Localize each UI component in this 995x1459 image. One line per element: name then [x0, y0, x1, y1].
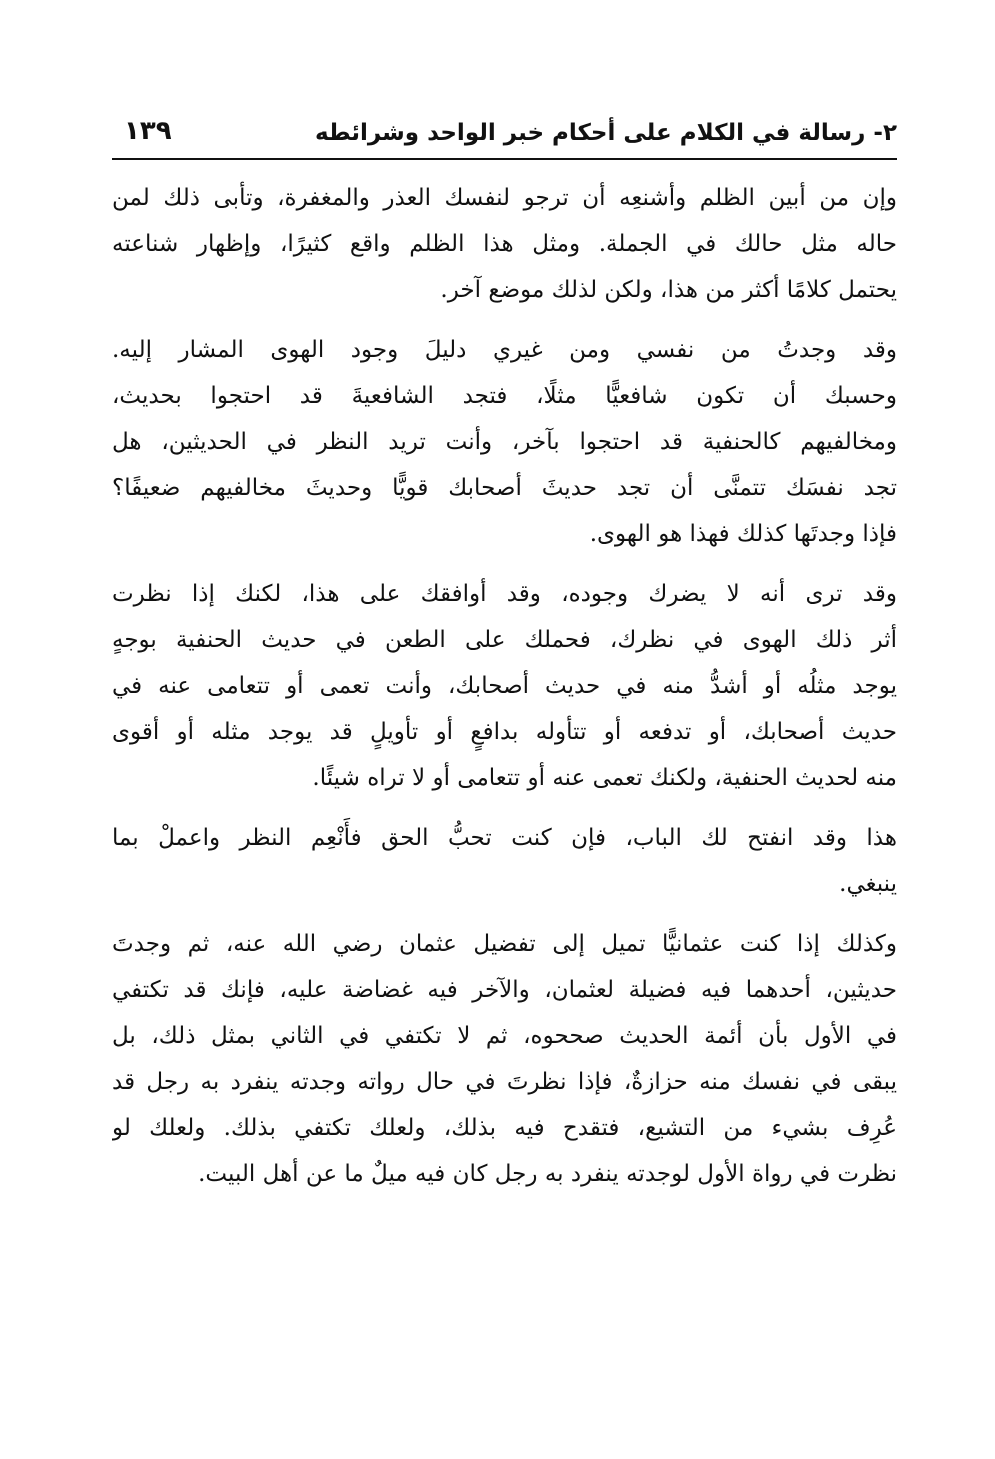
- text-line: نظرت في رواة الأول لوجدته ينفرد به رجل كان فيه ميلٌ ما عن أهل البيت.: [198, 1161, 897, 1187]
- paragraph: [112, 921, 897, 1197]
- text-line: يحتمل كلامًا أكثر من هذا، ولكن لذلك موضع آخر.: [440, 277, 897, 303]
- text-line: ينبغي.: [839, 871, 897, 897]
- text-line: منه لحديث الحنفية، ولكنك تعمى عنه أو تتعامى أو لا تراه شيئًا.: [312, 765, 897, 791]
- text-line: وحسبك أن تكون شافعيًّا مثلًا، فتجد الشافعيةَ قد احتجوا بحديث،: [112, 383, 897, 409]
- header-divider: [112, 158, 897, 160]
- running-title: ٢- رسالة في الكلام على أحكام خبر الواحد وشرائطه: [314, 120, 897, 146]
- text-line: وقد وجدتُ من نفسي ومن غيري دليلَ وجود الهوى المشار إليه.: [112, 337, 897, 363]
- paragraph: [112, 815, 897, 907]
- paragraph: [112, 175, 897, 313]
- page-header: [112, 112, 897, 156]
- text-line: يوجد مثلُه أو أشدُّ منه في حديث أصحابك، وأنت تعمى أو تتعامى عنه في: [112, 673, 897, 699]
- text-line: في الأول بأن أئمة الحديث صححوه، ثم لا تكتفي في الثاني بمثل ذلك، بل: [112, 1023, 897, 1049]
- text-line: وقد ترى أنه لا يضرك وجوده، وقد أوافقك على هذا، لكنك إذا نظرت: [112, 581, 897, 607]
- text-line: هذا وقد انفتح لك الباب، فإن كنت تحبُّ الحق فأَنْعِم النظر واعملْ بما: [112, 825, 897, 851]
- paragraph: [112, 571, 897, 801]
- text-line: ومخالفيهم كالحنفية قد احتجوا بآخر، وأنت تريد النظر في الحديثين، هل: [112, 429, 897, 455]
- text-line: أثر ذلك الهوى في نظرك، فحملك على الطعن في حديث الحنفية بوجهٍ: [112, 627, 897, 653]
- text-line: تجد نفسَك تتمنَّى أن تجد حديثَ أصحابك قويًّا وحديثَ مخالفيهم ضعيفًا؟: [112, 475, 897, 501]
- text-line: حديث أصحابك، أو تدفعه أو تتأوله بدافعٍ أو تأويلٍ قد يوجد مثله أو أقوى: [112, 719, 897, 745]
- paragraph: [112, 327, 897, 557]
- page-number: ١٣٩: [124, 116, 172, 146]
- text-line: وإن من أبين الظلم وأشنعِه أن ترجو لنفسك العذر والمغفرة، وتأبى ذلك لمن: [112, 185, 897, 211]
- text-line: حاله مثل حالك في الجملة. ومثل هذا الظلم واقع كثيرًا، وإظهار شناعته: [112, 231, 897, 257]
- text-line: حديثين، أحدهما فيه فضيلة لعثمان، والآخر فيه غضاضة عليه، فإنك قد تكتفي: [112, 977, 897, 1003]
- text-line: فإذا وجدتَها كذلك فهذا هو الهوى.: [589, 521, 897, 547]
- text-line: عُرِف بشيء من التشيع، فتقدح فيه بذلك، ولعلك تكتفي بذلك. ولعلك لو: [112, 1115, 897, 1141]
- page-body: [112, 175, 897, 1211]
- text-line: يبقى في نفسك منه حزازةٌ، فإذا نظرتَ في حال رواته وجدته ينفرد به رجل قد: [112, 1069, 897, 1095]
- text-line: وكذلك إذا كنت عثمانيًّا تميل إلى تفضيل عثمان رضي الله عنه، ثم وجدتَ: [112, 931, 897, 957]
